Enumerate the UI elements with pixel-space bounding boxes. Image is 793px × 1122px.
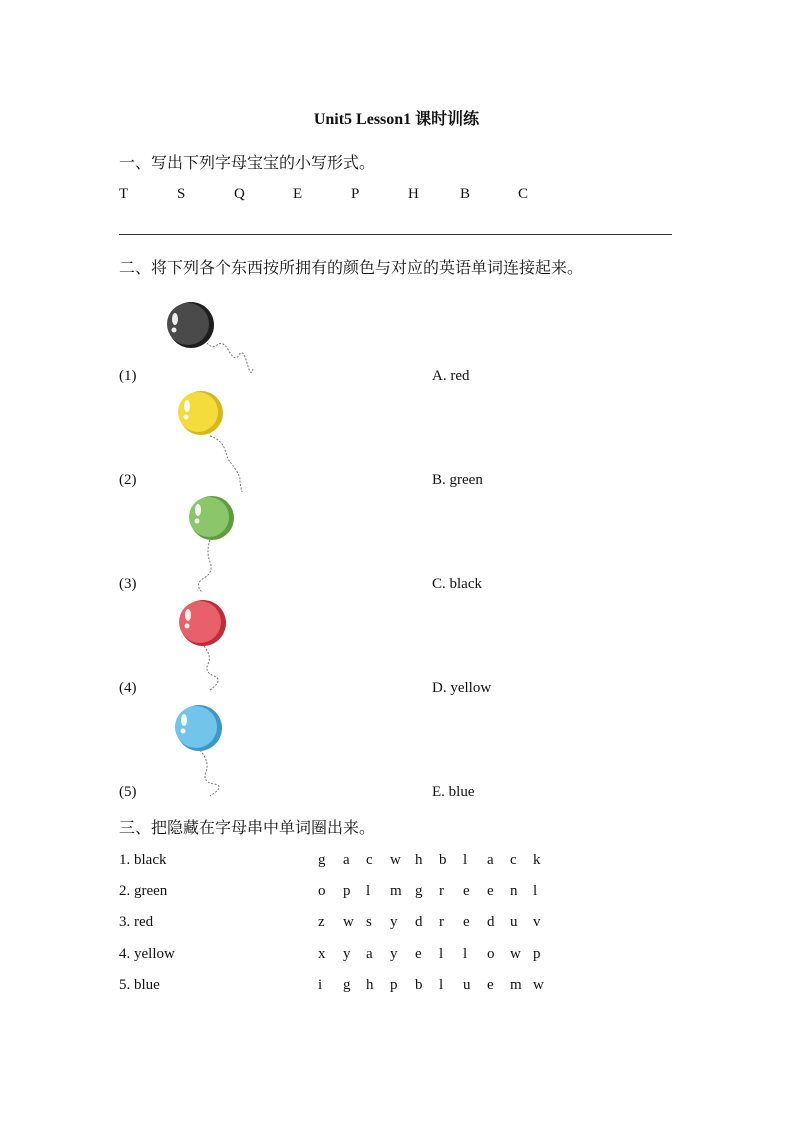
color-option[interactable]: B. green [432,472,483,488]
letter[interactable]: s [366,914,372,930]
section-2-heading: 二、将下列各个东西按所拥有的颜色与对应的英语单词连接起来。 [119,260,584,277]
capital-letter: P [351,186,360,202]
target-word: 3. red [119,914,154,930]
letter[interactable]: w [343,914,354,930]
letter[interactable]: i [318,977,323,993]
letter[interactable]: r [439,883,444,899]
letter[interactable]: a [343,852,350,868]
letter[interactable]: e [487,883,494,899]
section-3-heading: 三、把隐藏在字母串中单词圈出来。 [119,820,376,837]
letter[interactable]: m [390,883,402,899]
yellow-balloon-icon [170,388,260,498]
letter[interactable]: w [510,946,521,962]
letter[interactable]: a [487,852,494,868]
item-number: (1) [119,368,137,384]
letter[interactable]: l [533,883,538,899]
letter[interactable]: y [390,946,398,962]
color-option[interactable]: E. blue [432,784,475,800]
letter[interactable]: b [415,977,423,993]
letter[interactable]: m [510,977,522,993]
letter[interactable]: l [463,852,468,868]
capital-letter: T [119,186,129,202]
letter[interactable]: g [318,852,326,868]
capital-letter: C [518,186,529,202]
letter[interactable]: c [366,852,373,868]
letter-string [318,852,548,872]
target-word: 2. green [119,883,168,899]
letter[interactable]: o [318,883,326,899]
letter[interactable]: o [487,946,495,962]
red-balloon-icon [170,596,250,696]
capital-letter: E [293,186,303,202]
color-option[interactable]: A. red [432,368,470,384]
letter[interactable]: l [366,883,371,899]
letter[interactable]: g [415,883,423,899]
letter[interactable]: p [533,946,541,962]
item-number: (5) [119,784,137,800]
letter-string [318,914,548,934]
letter[interactable]: b [439,852,447,868]
letter[interactable]: p [390,977,398,993]
black-balloon-icon [155,295,265,375]
letter[interactable]: l [439,977,444,993]
letter[interactable]: c [510,852,517,868]
color-option[interactable]: D. yellow [432,680,492,696]
letter[interactable]: p [343,883,351,899]
capital-letter: B [460,186,471,202]
answer-line[interactable] [119,234,672,235]
letter[interactable]: d [487,914,495,930]
letter[interactable]: l [439,946,444,962]
letter[interactable]: y [390,914,398,930]
letter-string [318,946,548,966]
letter[interactable]: l [463,946,468,962]
page-title: Unit5 Lesson1 课时训练 [313,111,480,128]
letter[interactable]: h [366,977,374,993]
letter[interactable]: e [463,914,470,930]
target-word: 4. yellow [119,946,175,962]
target-word: 1. black [119,852,167,868]
capital-letter: Q [234,186,245,202]
item-number: (2) [119,472,137,488]
letter[interactable]: z [318,914,325,930]
green-balloon-icon [180,492,260,602]
letter[interactable]: h [415,852,423,868]
letter[interactable]: w [390,852,401,868]
capital-letter: H [408,186,419,202]
letter[interactable]: w [533,977,544,993]
letter-string [318,977,548,997]
letter[interactable]: y [343,946,351,962]
letter[interactable]: a [366,946,373,962]
item-number: (3) [119,576,137,592]
letter[interactable]: u [510,914,518,930]
section-1-heading: 一、写出下列字母宝宝的小写形式。 [119,155,376,172]
letter[interactable]: u [463,977,471,993]
letter[interactable]: x [318,946,326,962]
letter[interactable]: r [439,914,444,930]
item-number: (4) [119,680,137,696]
letter[interactable]: k [533,852,541,868]
letter[interactable]: e [415,946,422,962]
letter[interactable]: d [415,914,423,930]
letter[interactable]: e [463,883,470,899]
target-word: 5. blue [119,977,160,993]
capital-letter: S [177,186,186,202]
letter-string [318,883,548,903]
letter[interactable]: n [510,883,518,899]
letter[interactable]: e [487,977,494,993]
color-option[interactable]: C. black [432,576,482,592]
letter[interactable]: g [343,977,351,993]
letter[interactable]: v [533,914,541,930]
blue-balloon-icon [166,700,246,800]
